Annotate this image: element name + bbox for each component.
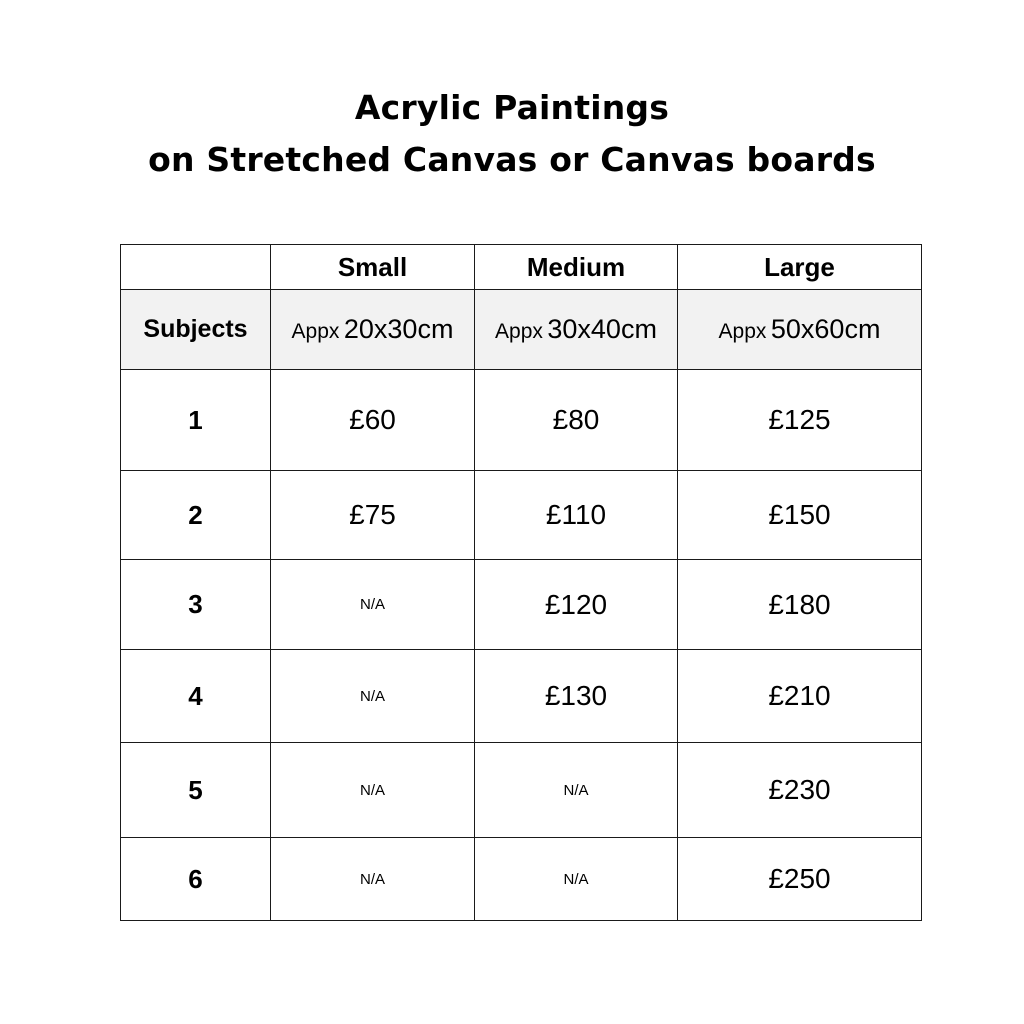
price-small: N/A	[271, 743, 475, 838]
price-medium: £110	[475, 471, 678, 560]
page-title-line-1: Acrylic Paintings	[354, 88, 670, 127]
price-medium: £130	[475, 650, 678, 743]
table-row	[121, 743, 922, 838]
price-table	[120, 244, 922, 921]
price-large: £180	[678, 560, 922, 650]
subjects-count: 4	[121, 650, 271, 743]
table-row	[121, 838, 922, 921]
price-small: N/A	[271, 560, 475, 650]
subjects-count: 3	[121, 560, 271, 650]
subjects-count: 2	[121, 471, 271, 560]
table-row	[121, 471, 922, 560]
table-row	[121, 560, 922, 650]
price-small: N/A	[271, 838, 475, 921]
price-large: £210	[678, 650, 922, 743]
size-large	[678, 290, 922, 370]
appx-label: Appx	[291, 320, 340, 343]
price-large: £250	[678, 838, 922, 921]
subjects-label: Subjects	[121, 290, 271, 370]
size-small	[271, 290, 475, 370]
price-medium: N/A	[475, 743, 678, 838]
price-large: £125	[678, 370, 922, 471]
table-row	[121, 370, 922, 471]
header-corner-cell	[121, 245, 271, 290]
price-large: £230	[678, 743, 922, 838]
subjects-count: 6	[121, 838, 271, 921]
appx-label: Appx	[495, 320, 543, 343]
size-medium	[475, 290, 678, 370]
price-small: £60	[271, 370, 475, 471]
subjects-count: 5	[121, 743, 271, 838]
subjects-count: 1	[121, 370, 271, 471]
size-large-dimensions: 50x60cm	[770, 314, 881, 344]
size-medium-dimensions: 30x40cm	[547, 314, 657, 344]
header-large: Large	[678, 245, 922, 290]
price-medium: N/A	[475, 838, 678, 921]
appx-label: Appx	[718, 320, 767, 343]
page-title-line-2: on Stretched Canvas or Canvas boards	[148, 140, 876, 179]
price-medium: £120	[475, 560, 678, 650]
price-medium: £80	[475, 370, 678, 471]
header-small: Small	[271, 245, 475, 290]
size-row	[121, 290, 922, 370]
price-small: £75	[271, 471, 475, 560]
price-small: N/A	[271, 650, 475, 743]
header-medium: Medium	[475, 245, 678, 290]
size-small-dimensions: 20x30cm	[343, 314, 454, 344]
table-row	[121, 650, 922, 743]
price-large: £150	[678, 471, 922, 560]
header-row	[121, 245, 922, 290]
